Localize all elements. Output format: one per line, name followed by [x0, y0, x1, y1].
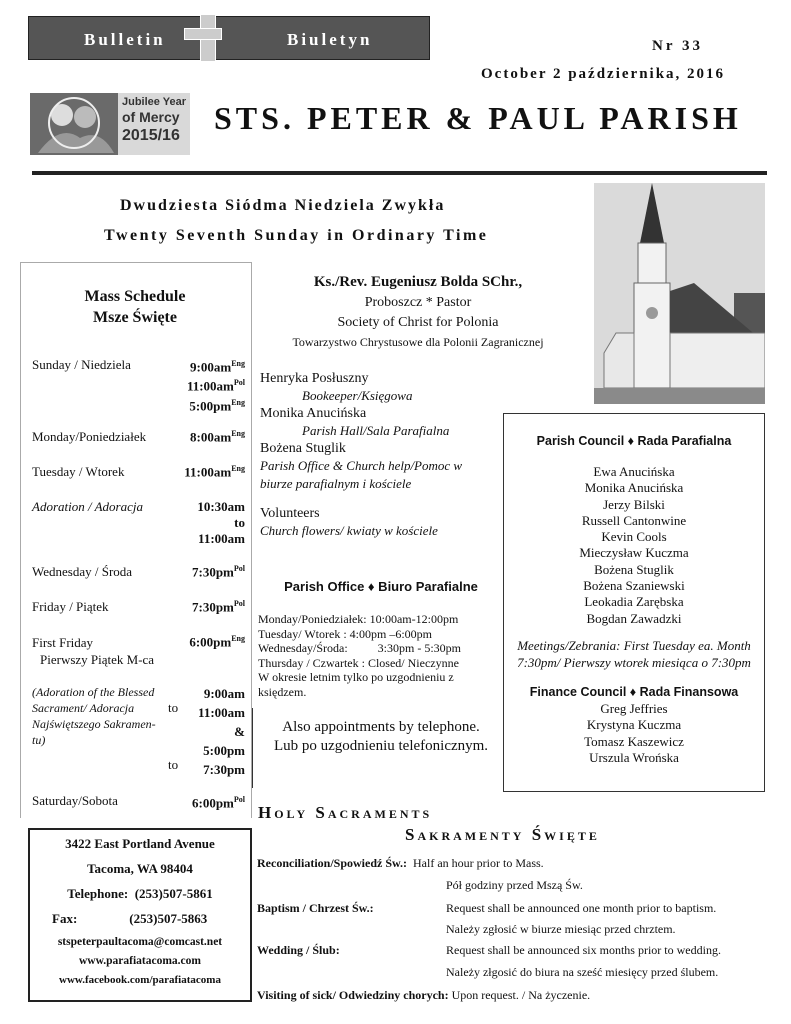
council-member: Ewa Anucińska — [593, 464, 675, 479]
mass-schedule-title — [20, 286, 250, 328]
staff-role: Church flowers/ kwiaty w kościele — [260, 523, 438, 538]
office-title: Parish Office ♦ Biuro Parafialne — [284, 579, 478, 594]
mass-title-en: Mass Schedule — [84, 288, 186, 305]
council-member: Bogdan Zawadzki — [586, 610, 682, 626]
council-member: Monika Anucińska — [584, 480, 684, 496]
finance-member: Krystyna Kuczma — [586, 717, 682, 733]
staff-role: Bookeeper/Księgowa — [302, 388, 413, 403]
times-adoration: 10:30am to 11:00am — [197, 499, 245, 546]
to-label-2: to — [168, 757, 179, 772]
council-title: Parish Council ♦ Rada Parafialna — [536, 434, 732, 448]
cross-icon-bar — [184, 28, 222, 40]
day-first-friday: First Friday Pierwszy Piątek M-ca — [32, 635, 155, 667]
website-link[interactable]: www.parafiatacoma.com — [78, 955, 201, 967]
council-member: Bożena Stuglik — [594, 561, 674, 577]
council-member: Jerzy Bilski — [603, 496, 665, 512]
times-tuesday: $11:00am^{Eng}$ — [184, 464, 245, 480]
finance-member: Urszula Wrońska — [589, 749, 679, 765]
issue-number: Nr 33 — [652, 38, 703, 54]
header-divider — [32, 171, 767, 175]
sacrament-baptism-en: Request shall be announced one month prior to baptism. — [446, 901, 717, 915]
mass-title-pl: Msze Święte — [93, 309, 177, 326]
address-street: 3422 East Portland Avenue — [65, 836, 215, 851]
pastor-name: Ks./Rev. Eugeniusz Bolda SChr., — [313, 274, 523, 290]
appointments-note — [256, 718, 506, 756]
logo-line-2: of Mercy — [122, 109, 180, 125]
office-hours-line: W okresie letnim tylko po uzgodnieniu z — [258, 670, 454, 684]
times-sunday: $9:00am^{Eng}$ $11:00am^{Pol}$ $5:00pm^{Eng}$ — [186, 359, 245, 413]
sacrament-reconciliation-pl: Pół godziny przed Mszą Św. — [446, 878, 583, 892]
council-members — [504, 464, 764, 627]
church-photo — [594, 183, 765, 404]
day-adoration: Adoration / Adoracja — [32, 499, 143, 514]
parish-name: STS. PETER & PAUL PARISH — [214, 100, 742, 136]
appt-en: Also appointments by telephone. — [282, 719, 480, 735]
sunday-title-en: Twenty Seventh Sunday in Ordinary Time — [104, 227, 489, 244]
contact-box — [28, 828, 252, 1002]
column-divider — [252, 708, 253, 788]
day-sunday: Sunday / Niedziela — [32, 357, 131, 372]
day-friday: Friday / Piątek — [32, 599, 109, 614]
sacraments-title-en: Holy Sacraments — [258, 803, 433, 822]
office-hours-line: Thursday / Czwartek : Closed/ Nieczynne — [258, 655, 459, 670]
society-en: Society of Christ for Polonia — [337, 315, 499, 330]
logo-line-1: Jubilee Year — [122, 96, 187, 108]
office-hours-line: księdzem. — [258, 684, 307, 699]
sunday-title-pl: Dwudziesta Siódma Niedziela Zwykła — [120, 197, 446, 214]
council-member: Kevin Cools — [601, 529, 667, 545]
bulletin-banner — [28, 16, 430, 60]
finance-members — [504, 701, 764, 766]
finance-member: Tomasz Kaszewicz — [584, 733, 684, 749]
pastor-role: Proboszcz * Pastor — [364, 295, 472, 310]
council-member: Mieczysław Kuczma — [579, 545, 689, 561]
staff-name: Monika Anucińska — [260, 406, 367, 421]
sacrament-wedding-en: Request shall be announced six months prior to wedding. — [446, 943, 721, 957]
pastor-block — [258, 274, 578, 350]
day-tuesday: Tuesday / Wtorek — [32, 464, 125, 479]
sacrament-reconciliation: Reconciliation/Spowiedź Św.: Half an hour prior to Mass. — [257, 856, 544, 870]
sacrament-wedding-pl: Należy złgosić do biura na sześć miesięcy przed ślubem. — [446, 965, 719, 979]
staff-name: Henryka Posłuszny — [260, 371, 369, 386]
bulletin-label-en: Bulletin — [84, 30, 166, 49]
appt-pl: Lub po uzgodnieniu telefonicznym. — [273, 738, 489, 754]
office-hours-line: Wednesday/Środa: 3:30pm - 5:30pm — [258, 641, 462, 655]
finance-title: Finance Council ♦ Rada Finansowa — [529, 684, 739, 699]
telephone-line: Telephone: (253)507-5861 — [67, 886, 213, 901]
office-hours-line: Monday/Poniedziałek: 10:00am-12:00pm — [258, 612, 459, 626]
logo-line-3: 2015/16 — [122, 127, 180, 144]
sacrament-baptism-pl: Należy zgłosić w biurze miesiąc przed chrztem. — [446, 922, 676, 936]
mercy-emblem-icon — [30, 93, 118, 155]
sacrament-baptism: Baptism / Chrzest Św.: — [257, 901, 374, 915]
times-monday: $8:00am^{Eng}$ — [190, 429, 245, 445]
facebook-link[interactable]: www.facebook.com/parafiatacoma — [59, 974, 221, 986]
staff-name: Bożena Stuglik — [260, 441, 346, 456]
office-hours-line: Tuesday/ Wtorek : 4:00pm –6:00pm — [258, 626, 432, 641]
staff-name: Volunteers — [260, 506, 320, 521]
council-box — [503, 413, 765, 792]
times-wednesday: $7:30pm^{Pol}$ — [192, 564, 245, 580]
logo-text — [122, 95, 186, 143]
sacrament-wedding: Wedding / Ślub: — [257, 943, 340, 957]
day-adoration-blessed: (Adoration of the Blessed Sacrament/ Adoracja Najświętszego Sakramen-tu) — [32, 685, 156, 747]
fax-line: Fax: (253)507-5863 — [52, 911, 208, 926]
council-member: Russell Cantonwine — [581, 512, 687, 528]
office-hours — [258, 612, 461, 699]
council-meetings: Meetings/Zebrania: First Tuesday ea. Month 7:30pm/ Pierwszy wtorek miesiąca o 7:30pm — [517, 637, 751, 670]
jubilee-logo — [30, 93, 190, 155]
sacrament-sick: Visiting of sick/ Odwiedziny chorych: Upon request. / Na życzenie. — [257, 988, 591, 1002]
email-link[interactable]: stspeterpaultacoma@comcast.net — [57, 936, 223, 948]
staff-list — [260, 370, 480, 540]
issue-date: October 2 października, 2016 — [481, 66, 726, 82]
day-wednesday: Wednesday / Środa — [32, 564, 133, 579]
times-friday: $7:30pm^{Pol}$ — [192, 599, 245, 615]
finance-member: Greg Jeffries — [600, 700, 668, 716]
staff-role: Parish Hall/Sala Parafialna — [302, 423, 450, 438]
staff-role: Parish Office & Church help/Pomoc w biurze parafialnym i kościele — [260, 458, 463, 491]
times-adoration-blessed: 9:00am 11:00am & 5:00pm 7:30pm — [198, 686, 245, 777]
day-monday: Monday/Poniedziałek — [32, 429, 147, 444]
bulletin-label-pl: Biuletyn — [287, 30, 373, 49]
council-member: Bożena Szaniewski — [583, 578, 685, 594]
to-label-1: to — [168, 700, 179, 715]
society-pl: Towarzystwo Chrystusowe dla Polonii Zagranicznej — [292, 335, 544, 349]
address-city: Tacoma, WA 98404 — [87, 861, 193, 876]
sacraments-title-pl: Sakramenty Święte — [405, 825, 600, 844]
day-saturday: Saturday/Sobota — [32, 793, 118, 808]
times-first-friday: $6:00pm^{Eng}$ — [189, 634, 245, 650]
council-member: Leokadia Zarębska — [584, 594, 684, 610]
times-saturday: $6:00pm^{Pol}$ — [192, 795, 245, 811]
